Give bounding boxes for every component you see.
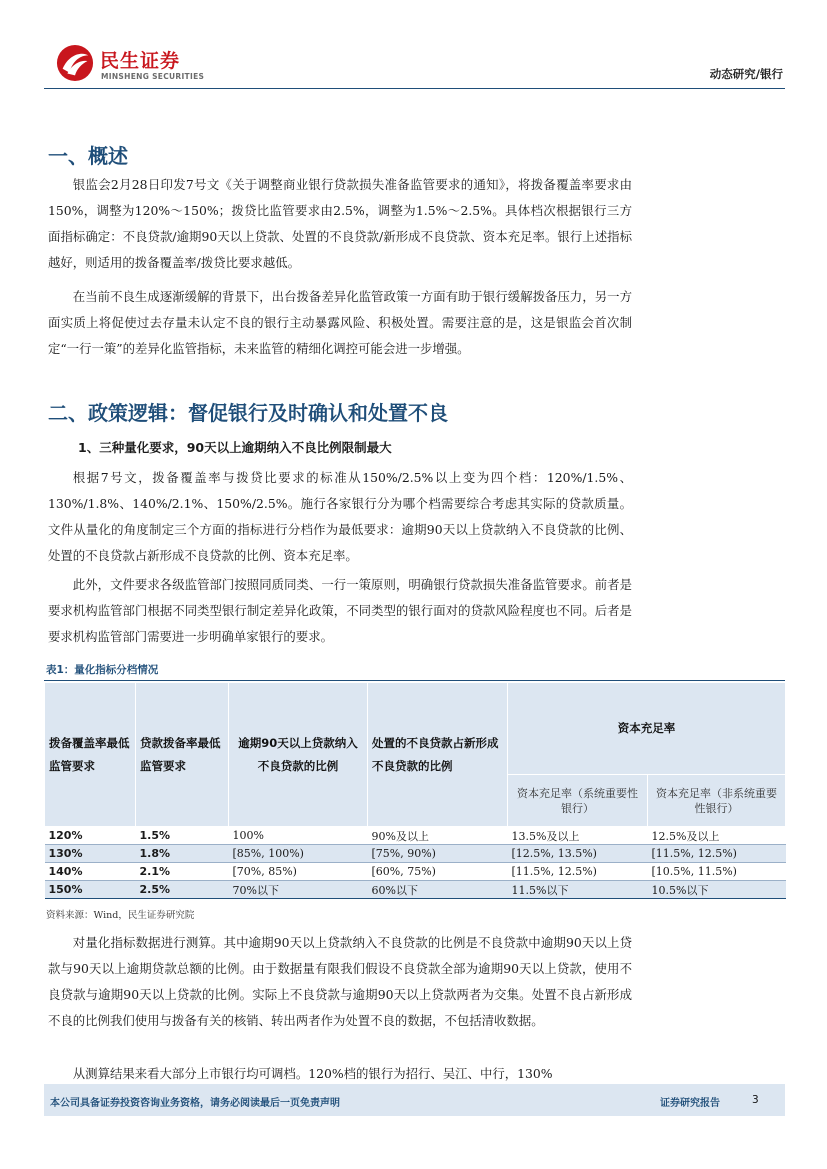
cell: 60%以下 <box>368 881 508 899</box>
page-number: 3 <box>752 1094 759 1106</box>
table-top-rule <box>44 680 785 681</box>
logo-text-cn: 民生证券 <box>100 50 181 72</box>
header-provision-coverage: 拨备覆盖率最低监管要求 <box>45 683 136 827</box>
cell: 1.5% <box>136 827 229 845</box>
table-row <box>45 881 786 899</box>
cell: 2.5% <box>136 881 229 899</box>
logo-text-en: MINSHENG SECURITIES <box>101 72 205 81</box>
section-title-overview: 一、概述 <box>48 144 128 168</box>
cell: 13.5%及以上 <box>508 827 648 845</box>
cell: 11.5%以下 <box>508 881 648 899</box>
cell: 10.5%以下 <box>648 881 786 899</box>
company-logo <box>56 42 226 86</box>
cell: 130% <box>45 845 136 863</box>
header-capital-adequacy: 资本充足率 <box>508 683 786 775</box>
paragraph: 银监会2月28日印发7号文《关于调整商业银行贷款损失准备监管要求的通知》，将拨备覆盖率要求由150%，调整为120%～150%；拨贷比监管要求由2.5%，调整为1.5%～2.5%。具体档次根据银行三方面指标确定：不良贷款/逾期90天以上贷款、处置的不良贷款/新形成不良贷款、资本充足率。银行上述指标越好，则适用的拨备覆盖率/拨贷比要求越低。 <box>48 177 632 270</box>
cell: [11.5%, 12.5%) <box>508 863 648 881</box>
table-title: 表1：量化指标分档情况 <box>46 664 159 676</box>
cell: 1.8% <box>136 845 229 863</box>
cell: 70%以下 <box>229 881 368 899</box>
header-loan-provision-ratio: 贷款拨备率最低监管要求 <box>136 683 229 827</box>
cell: [85%, 100%) <box>229 845 368 863</box>
paragraph: 在当前不良生成逐渐缓解的背景下，出台拨备差异化监管政策一方面有助于银行缓解拨备压力，另一方面实质上将促使过去存量未认定不良的银行主动暴露风险、积极处置。需要注意的是，这是银监会首次制定“一行一策”的差异化监管指标，未来监管的精细化调控可能会进一步增强。 <box>48 289 632 356</box>
cell: 120% <box>45 827 136 845</box>
header-divider <box>44 88 785 89</box>
cell: 140% <box>45 863 136 881</box>
table-row <box>45 845 786 863</box>
subsection-title: 1、三种量化要求，90天以上逾期纳入不良比例限制最大 <box>78 440 392 455</box>
cell: [70%, 85%) <box>229 863 368 881</box>
cell: 150% <box>45 881 136 899</box>
cell: 2.1% <box>136 863 229 881</box>
table-source-note: 资料来源：Wind，民生证券研究院 <box>46 910 195 921</box>
cell: [10.5%, 11.5%) <box>648 863 786 881</box>
quant-indicator-table <box>44 682 786 899</box>
report-category: 动态研究/银行 <box>709 67 783 81</box>
paragraph: 对量化指标数据进行测算。其中逾期90天以上贷款纳入不良贷款的比例是不良贷款中逾期90天以上贷款与90天以上逾期贷款总额的比例。由于数据量有限我们假设不良贷款全部为逾期90天以上贷款，使用不良贷款与逾期90天以上贷款的比例。实际上不良贷款与逾期90天以上贷款两者为交集。处置不良占新形成不良的比例我们使用与拨备有关的核销、转出两者作为处置不良的数据，不包括清收数据。 <box>48 935 632 1028</box>
cell: 100% <box>229 827 368 845</box>
header-car-non-systemic: 资本充足率（非系统重要性银行） <box>648 775 786 827</box>
logo-swirl-icon <box>56 44 94 82</box>
section-title-policy-logic: 二、政策逻辑：督促银行及时确认和处置不良 <box>48 401 448 425</box>
table-row <box>45 863 786 881</box>
cell: [60%, 75%) <box>368 863 508 881</box>
cell: [11.5%, 12.5%) <box>648 845 786 863</box>
cell: 90%及以上 <box>368 827 508 845</box>
cell: 12.5%及以上 <box>648 827 786 845</box>
table-row <box>45 827 786 845</box>
header-car-systemic: 资本充足率（系统重要性银行） <box>508 775 648 827</box>
footer-report-type: 证券研究报告 <box>660 1098 720 1109</box>
header-overdue-90-ratio: 逾期90天以上贷款纳入不良贷款的比例 <box>229 683 368 827</box>
footer-disclaimer: 本公司具备证券投资咨询业务资格，请务必阅读最后一页免责声明 <box>50 1098 340 1109</box>
paragraph: 从测算结果来看大部分上市银行均可调档。120%档的银行为招行、吴江、中行，130% <box>72 1066 553 1081</box>
header-disposal-ratio: 处置的不良贷款占新形成不良贷款的比例 <box>368 683 508 827</box>
cell: [75%, 90%) <box>368 845 508 863</box>
paragraph: 根据7号文，拨备覆盖率与拨贷比要求的标准从150%/2.5%以上变为四个档：120%/1.5%、130%/1.8%、140%/2.1%、150%/2.5%。施行各家银行分为哪个档需要综合考虑其实际的贷款质量。文件从量化的角度制定三个方面的指标进行分档作为最低要求：逾期90天以上贷款纳入不良贷款的比例、处置的不良贷款占新形成不良贷款的比例、资本充足率。 <box>48 470 632 563</box>
paragraph: 此外，文件要求各级监管部门按照同质同类、一行一策原则，明确银行贷款损失准备监管要求。前者是要求机构监管部门根据不同类型银行制定差异化政策，不同类型的银行面对的贷款风险程度也不同。后者是要求机构监管部门需要进一步明确单家银行的要求。 <box>48 577 632 644</box>
cell: [12.5%, 13.5%) <box>508 845 648 863</box>
